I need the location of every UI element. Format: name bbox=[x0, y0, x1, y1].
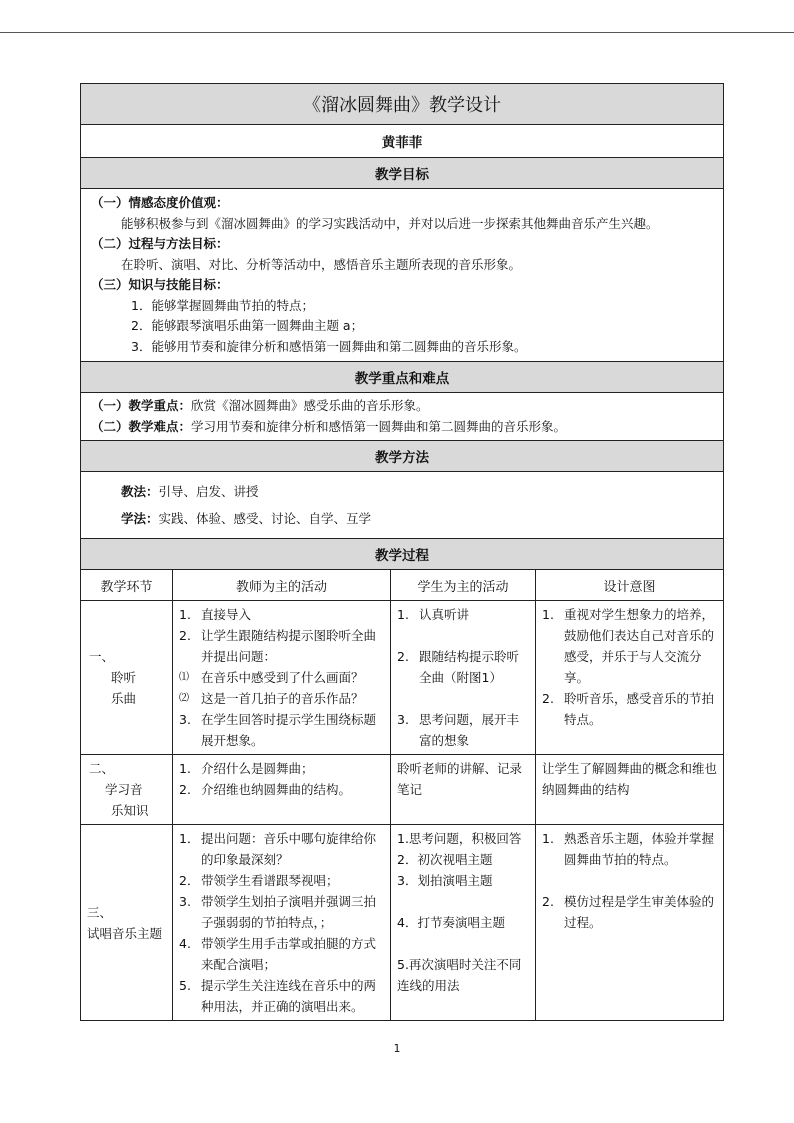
keys-block bbox=[81, 393, 724, 441]
student-activity-3: 1.思考问题，积极回答 2．初次视唱主题 3．划拍演唱主题 4．打节奏演唱主题 5.再次演唱时关注不同连线的用法 bbox=[391, 825, 536, 1021]
page-title: 《溜冰圆舞曲》教学设计 bbox=[81, 84, 724, 125]
page-number: 1 bbox=[393, 1042, 401, 1055]
student-activity-1: 1. 认真听讲 2. 跟随结构提示聆听全曲（附图1） 3. 思考问题，展开丰富的想象 bbox=[391, 601, 536, 755]
section-keys: 教学重点和难点 bbox=[81, 362, 724, 393]
col-header-intent: 设计意图 bbox=[536, 570, 724, 601]
student-activity-2: 聆听老师的讲解、记录笔记 bbox=[391, 755, 536, 825]
goal-1-heading: （一）情感态度价值观： bbox=[91, 195, 229, 210]
section-goals: 教学目标 bbox=[81, 158, 724, 189]
col-header-student: 学生为主的活动 bbox=[391, 570, 536, 601]
design-intent-3: 1. 熟悉音乐主题，体验并掌握圆舞曲节拍的特点。 2. 模仿过程是学生审美体验的过程。 bbox=[536, 825, 724, 1021]
teacher-activity-1: 1. 直接导入 2. 让学生跟随结构提示图聆听全曲并提出问题： ⑴ 在音乐中感受到了什么画面？ ⑵ 这是一首几拍子的音乐作品？ 3. 在学生回答时提示学生围绕标题展开想象。 bbox=[173, 601, 391, 755]
goal-3-item: 2．能够跟琴演唱乐曲第一圆舞曲主题 a； bbox=[131, 318, 364, 333]
stage-2: 二、 学习音 乐知识 bbox=[81, 755, 173, 825]
lesson-plan bbox=[80, 83, 723, 1021]
teaching-method: 教法：引导、启发、讲授 bbox=[121, 484, 259, 499]
design-intent-1: 1. 重视对学生想象力的培养，鼓励他们表达自己对音乐的感受，并乐于与人交流分享。 2. 聆听音乐，感受音乐的节拍特点。 bbox=[536, 601, 724, 755]
section-process: 教学过程 bbox=[81, 539, 724, 570]
goal-3-item: 1．能够掌握圆舞曲节拍的特点； bbox=[131, 297, 314, 313]
section-methods: 教学方法 bbox=[81, 441, 724, 472]
teacher-activity-3: 1． 提出问题：音乐中哪句旋律给你的印象最深刻？ 2． 带领学生看谱跟琴视唱； 3. 带领学生划拍子演唱并强调三拍子强弱弱的节拍特点，； 4. 带领学生用手击掌或拍腿的方式来配合演唱； 5. 提示学生关注连线在音乐中的两种用法，并正确的演唱出来。 bbox=[173, 825, 391, 1021]
teacher-activity-2: 1. 介绍什么是圆舞曲； 2. 介绍维也纳圆舞曲的结构。 bbox=[173, 755, 391, 825]
author-name: 黄菲菲 bbox=[81, 125, 724, 158]
difficult-point: （二）教学难点：学习用节奏和旋律分析和感悟第一圆舞曲和第二圆舞曲的音乐形象。 bbox=[91, 418, 567, 434]
col-header-stage: 教学环节 bbox=[81, 570, 173, 601]
key-point: （一）教学重点：欣赏《溜冰圆舞曲》感受乐曲的音乐形象。 bbox=[91, 398, 429, 413]
methods-block bbox=[81, 472, 724, 539]
goal-2-heading: （二）过程与方法目标： bbox=[91, 236, 229, 251]
goal-1-text: 能够积极参与到《溜冰圆舞曲》的学习实践活动中，并对以后进一步探索其他舞曲音乐产生兴趣。 bbox=[121, 215, 659, 231]
goal-2-text: 在聆听、演唱、对比、分析等活动中，感悟音乐主题所表现的音乐形象。 bbox=[121, 256, 522, 272]
header-rule bbox=[0, 32, 794, 33]
goal-3-item: 3．能够用节奏和旋律分析和感悟第一圆舞曲和第二圆舞曲的音乐形象。 bbox=[131, 338, 527, 354]
design-intent-2: 让学生了解圆舞曲的概念和维也纳圆舞曲的结构 bbox=[536, 755, 724, 825]
goals-block bbox=[81, 189, 724, 362]
learning-method: 学法：实践、体验、感受、讨论、自学、互学 bbox=[121, 511, 372, 526]
goal-3-heading: （三）知识与技能目标： bbox=[91, 277, 229, 292]
lesson-table bbox=[80, 83, 724, 1021]
stage-3: 三、 试唱音乐主题 bbox=[81, 825, 173, 1021]
col-header-teacher: 教师为主的活动 bbox=[173, 570, 391, 601]
stage-1: 一、 聆听 乐曲 bbox=[81, 601, 173, 755]
